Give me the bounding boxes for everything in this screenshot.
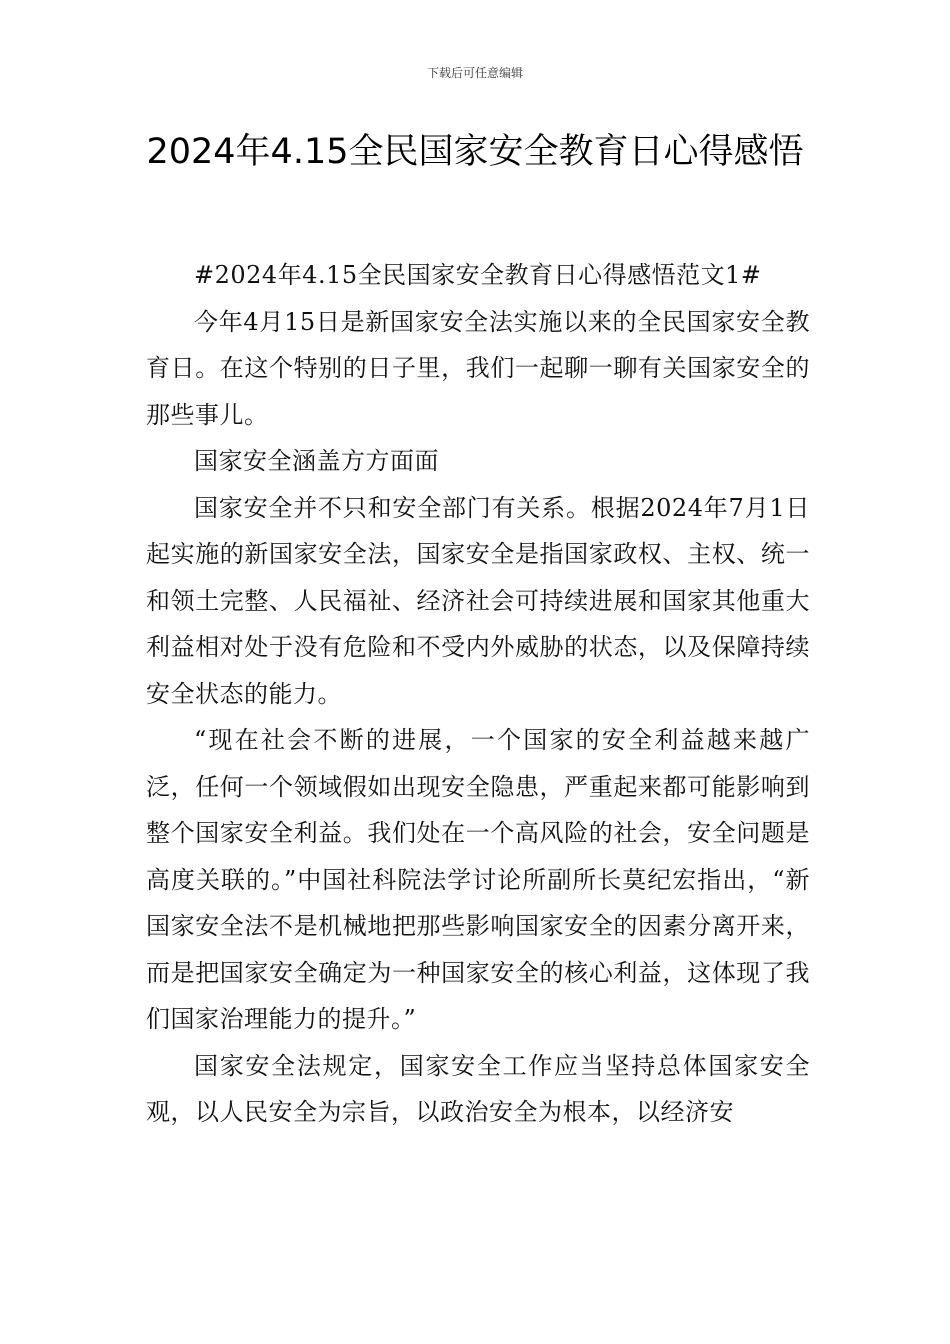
paragraph-subheading: 国家安全涵盖方方面面 [194,447,439,475]
paragraph-intro: 今年4月15日是新国家安全法实施以来的全民国家安全教育日。在这个特别的日子里，我们一起聊一聊有关国家安全的那些事儿。 [146,307,810,429]
paragraph-law-provision: 国家安全法规定，国家安全工作应当坚持总体国家安全观，以人民安全为宗旨，以政治安全为根本，以经济安 [146,1051,810,1126]
paragraph-quote: “现在社会不断的进展，一个国家的安全利益越来越广泛，任何一个领域假如出现安全隐患，严重起来都可能影响到整个国家安全利益。我们处在一个高风险的社会，安全问题是高度关联的。”中国社科院法学讨论所副所长莫纪宏指出，“新国家安全法不是机械地把那些影响国家安全的因素分离开来，而是把国家安全确定为一种国家安全的核心利益，这体现了我们国家治理能力的提升。” [146,726,810,1033]
document-title: 2024年4.15全民国家安全教育日心得感悟 [146,132,804,172]
page-header-note: 下载后可任意编辑 [426,66,523,80]
paragraph-definition: 国家安全并不只和安全部门有关系。根据2024年7月1日起实施的新国家安全法，国家安全是指国家政权、主权、统一和领土完整、人民福祉、经济社会可持续进展和国家其他重大利益相对处于没有危险和不受内外威胁的状态，以及保障持续安全状态的能力。 [146,493,810,708]
document-body [146,252,810,1136]
paragraph-section-heading: #2024年4.15全民国家安全教育日心得感悟范文1# [194,261,762,289]
